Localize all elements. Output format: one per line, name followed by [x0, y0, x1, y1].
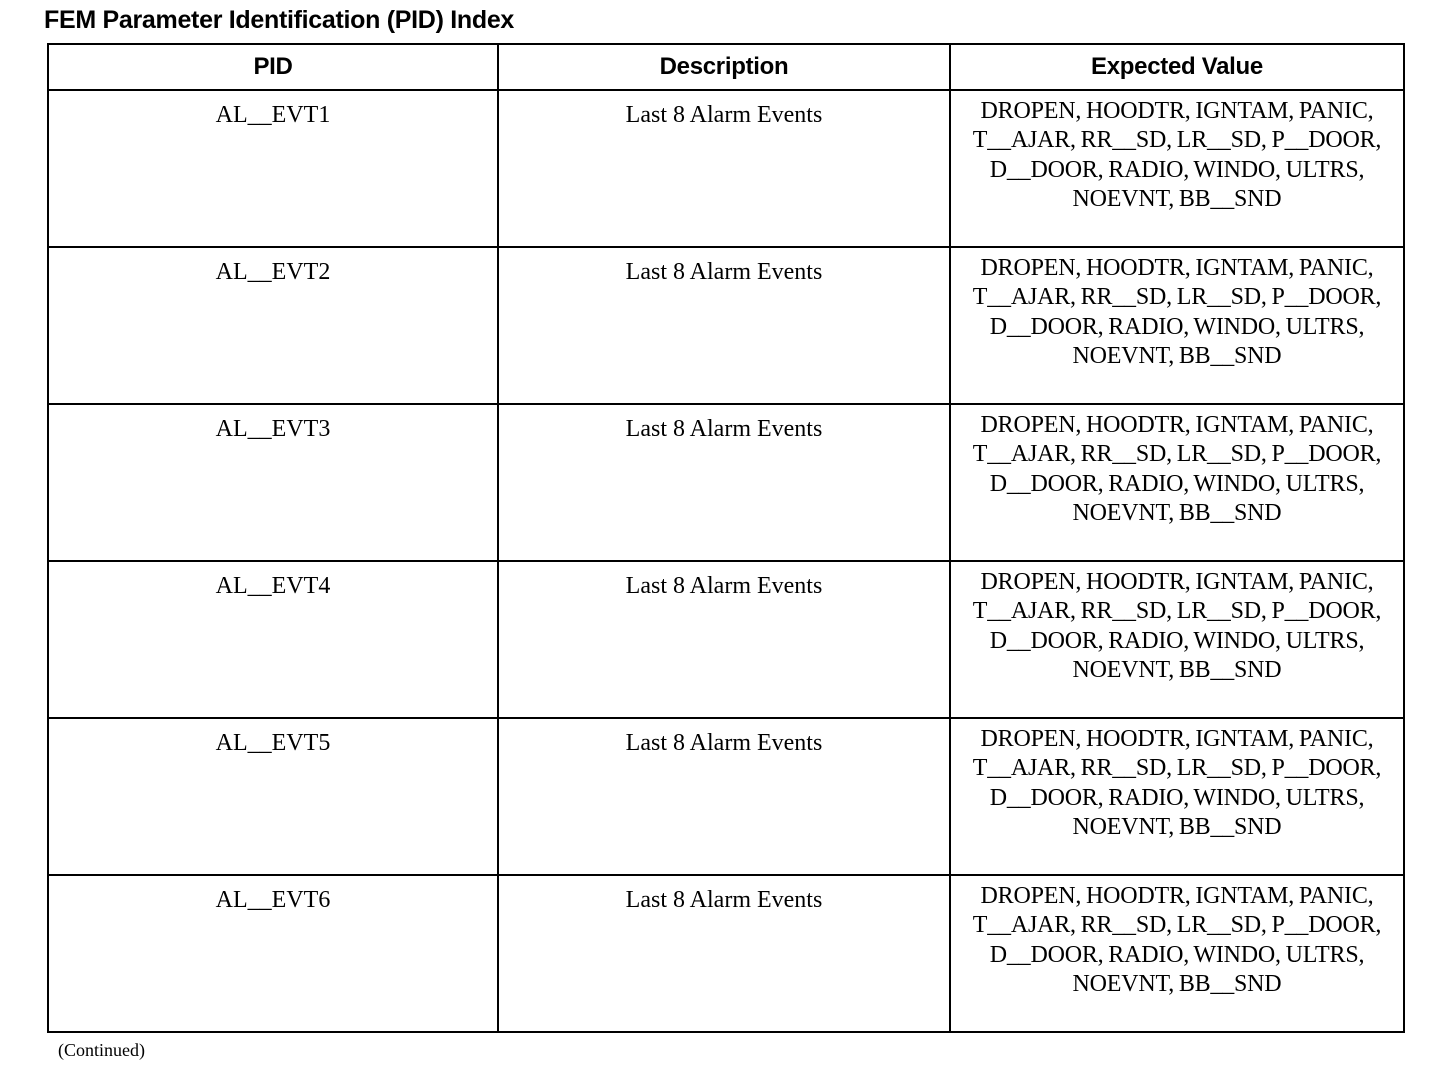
expected-value-text: DROPEN, HOODTR, IGNTAM, PANIC, T__AJAR, RR__SD, LR__SD, P__DOOR, D__DOOR, RADIO, WINDO, ULTRS, NOEVNT, BB__SND — [972, 98, 1382, 212]
pid-text: AL__EVT1 — [215, 102, 331, 128]
pid-cell — [48, 875, 498, 1032]
description-text: Last 8 Alarm Events — [625, 573, 823, 599]
pid-text: AL__EVT6 — [215, 887, 331, 913]
expected-value-text: DROPEN, HOODTR, IGNTAM, PANIC, T__AJAR, RR__SD, LR__SD, P__DOOR, D__DOOR, RADIO, WINDO, ULTRS, NOEVNT, BB__SND — [972, 255, 1382, 369]
expected-value-cell — [950, 875, 1404, 1032]
description-text: Last 8 Alarm Events — [625, 102, 823, 128]
pid-cell — [48, 561, 498, 718]
pid-cell — [48, 404, 498, 561]
expected-value-cell — [950, 404, 1404, 561]
description-cell — [498, 90, 950, 247]
expected-value-text: DROPEN, HOODTR, IGNTAM, PANIC, T__AJAR, RR__SD, LR__SD, P__DOOR, D__DOOR, RADIO, WINDO, ULTRS, NOEVNT, BB__SND — [972, 726, 1382, 840]
description-cell — [498, 561, 950, 718]
table-row — [48, 718, 1404, 875]
table-row — [48, 875, 1404, 1032]
description-text: Last 8 Alarm Events — [625, 259, 823, 285]
pid-table — [47, 43, 1405, 1033]
column-header-description: Description — [498, 44, 950, 90]
pid-cell — [48, 247, 498, 404]
pid-text: AL__EVT4 — [215, 573, 331, 599]
expected-value-text: DROPEN, HOODTR, IGNTAM, PANIC, T__AJAR, RR__SD, LR__SD, P__DOOR, D__DOOR, RADIO, WINDO, ULTRS, NOEVNT, BB__SND — [972, 569, 1382, 683]
expected-value-text: DROPEN, HOODTR, IGNTAM, PANIC, T__AJAR, RR__SD, LR__SD, P__DOOR, D__DOOR, RADIO, WINDO, ULTRS, NOEVNT, BB__SND — [972, 883, 1382, 997]
expected-value-cell — [950, 247, 1404, 404]
pid-cell — [48, 90, 498, 247]
table-row — [48, 247, 1404, 404]
pid-text: AL__EVT2 — [215, 259, 331, 285]
description-cell — [498, 247, 950, 404]
table-row — [48, 561, 1404, 718]
expected-value-text: DROPEN, HOODTR, IGNTAM, PANIC, T__AJAR, RR__SD, LR__SD, P__DOOR, D__DOOR, RADIO, WINDO, ULTRS, NOEVNT, BB__SND — [972, 412, 1382, 526]
description-text: Last 8 Alarm Events — [625, 887, 823, 913]
description-text: Last 8 Alarm Events — [625, 730, 823, 756]
table-row — [48, 90, 1404, 247]
expected-value-cell — [950, 561, 1404, 718]
table-row — [48, 404, 1404, 561]
column-header-expected-value: Expected Value — [950, 44, 1404, 90]
column-header-pid: PID — [48, 44, 498, 90]
pid-text: AL__EVT3 — [215, 416, 331, 442]
expected-value-cell — [950, 718, 1404, 875]
description-cell — [498, 875, 950, 1032]
description-cell — [498, 404, 950, 561]
continued-note: (Continued) — [58, 1040, 145, 1060]
page-title: FEM Parameter Identification (PID) Index — [44, 6, 515, 34]
pid-cell — [48, 718, 498, 875]
description-cell — [498, 718, 950, 875]
table-header-row — [48, 44, 1404, 90]
pid-text: AL__EVT5 — [215, 730, 331, 756]
description-text: Last 8 Alarm Events — [625, 416, 823, 442]
expected-value-cell — [950, 90, 1404, 247]
